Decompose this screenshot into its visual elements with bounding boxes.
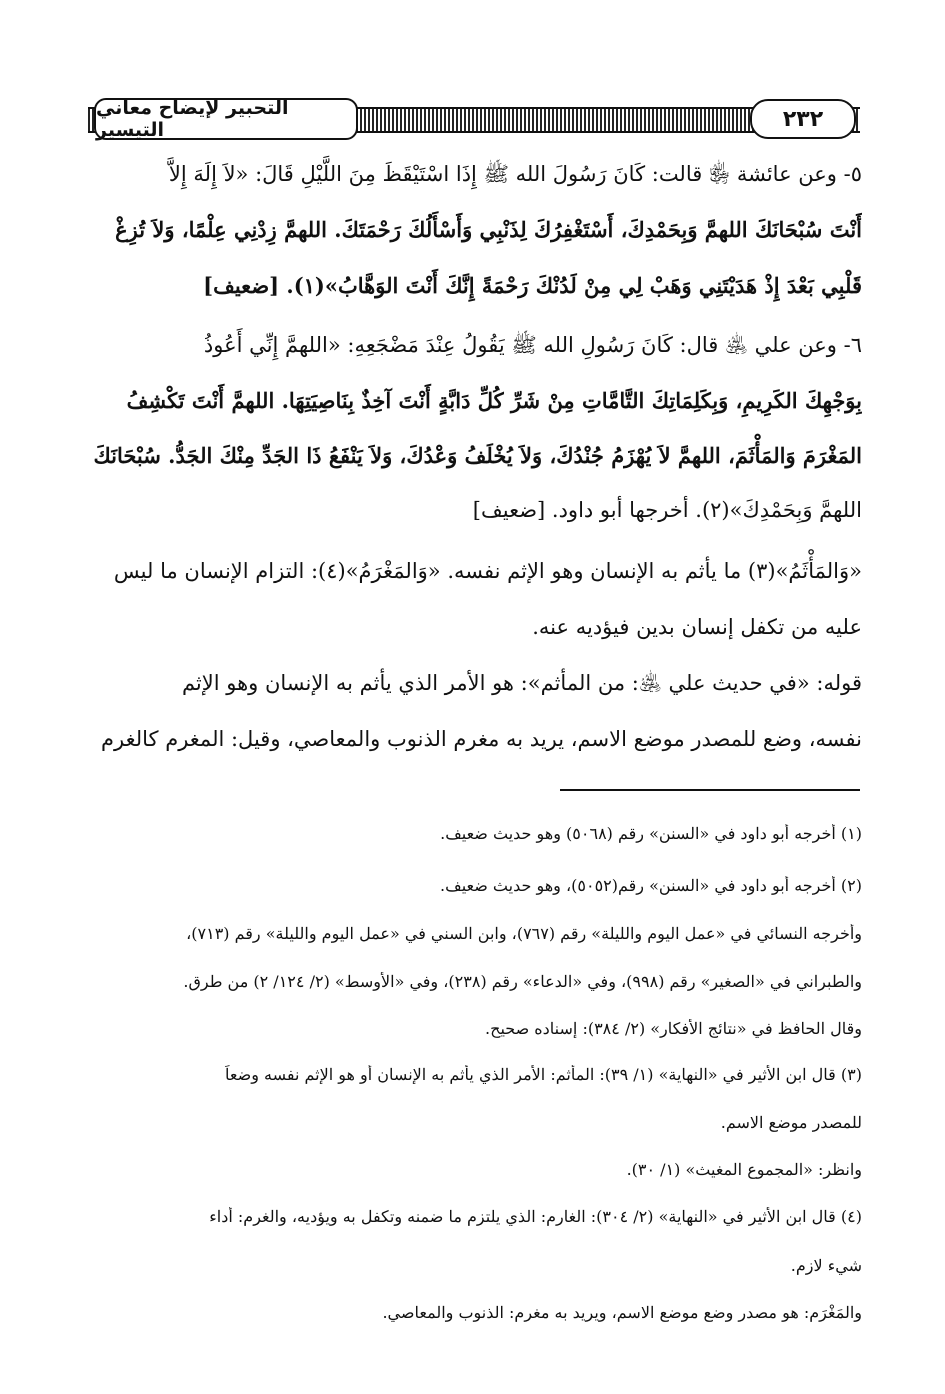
text-line: ٦- وعن علي ﵁ قال: كَانَ رَسُولِ الله ﷺ يَقُولُ عِنْدَ مَضْجَعِهِ: «اللهمَّ إِنِّي أَعُوذُ [203,333,862,357]
text-line: قوله: «في حديث علي ﵁: من المأثم»: هو الأمر الذي يأثم به الإنسان وهو الإثم [181,671,862,695]
text-line: عليه من تكفل إنسان بدين فيؤديه عنه. [532,615,862,639]
footnote-line: وقال الحافظ في «نتائج الأفكار» (٢/ ٣٨٤): إسناده صحيح. [485,1019,862,1038]
page-header [88,98,860,140]
text-line: أَنْتَ سُبْحَانَكَ اللهمَّ وَبِحَمْدِكَ، أَسْتَغْفِرُكَ لِذَنْبِي وَأَسْأَلُكَ رَحْمَتَكَ. اللهمَّ زِدْنِي عِلْمًا، وَلاَ تُزِغْ [115,217,862,242]
book-title: التحبير لإيضاح معاني التيسير [94,98,358,140]
hadith-6-paragraph [88,318,862,538]
text-line: نفسه، وضع للمصدر موضع الاسم، يريد به مغرم الذنوب والمعاصي، وقيل: المغرم كالغرم [101,727,862,751]
footnote-line: والمَغْرَم: هو مصدر وضع موضع الاسم، ويريد به مغرم: الذنوب والمعاصي. [382,1303,862,1322]
footnote-line: (٤) قال ابن الأثير في «النهاية» (٢/ ٣٠٤): الغارم: الذي يلتزم ما ضمنه وتكفل به ويؤديه، والغرم: أداء [209,1207,862,1226]
footnote-line: شيء لازم. [790,1256,862,1275]
hadith-5-paragraph [88,146,862,314]
explanation-paragraph [88,543,862,655]
footnote-line: (٣) قال ابن الأثير في «النهاية» (١/ ٣٩): المأثم: الأمر الذي يأثم به الإنسان أو هو الإثم نفسه وضعاً [225,1065,862,1084]
text-line: بِوَجْهِكَ الكَرِيمِ، وَبِكَلِمَاتِكَ التَّامَّاتِ مِنْ شَرِّ كُلِّ دَابَّةٍ أَنْتَ آخِذٌ بِنَاصِيَتِهَا. اللهمَّ أَنْتَ تَكْشِفُ [126,388,862,413]
footnote-line: للمصدر موضع الاسم. [720,1113,862,1132]
footnote-line: (١) أخرجه أبو داود في «السنن» رقم (٥٠٦٨) وهو حديث ضعيف. [440,824,862,843]
text-line: اللهمَّ وَبِحَمْدِكَ»(٢). أخرجها أبو داود. [ضعيف] [472,498,862,522]
footnote-separator [560,789,860,791]
footnote-line: وأخرجه النسائي في «عمل اليوم والليلة» رقم (٧٦٧)، وابن السني في «عمل اليوم والليلة» رقم (٧١٣)، [186,924,862,943]
text-line: المَغْرَمَ وَالمَأْثَمَ، اللهمَّ لاَ يُهْزَمُ جُنْدُكَ، وَلاَ يُخْلَفُ وَعْدُكَ، وَلاَ يَنْفَعُ ذَا الجَدِّ مِنْكَ الجَدُّ. سُبْحَانَكَ [93,443,862,468]
page-number: ٢٣٢ [750,99,856,139]
footnote-line: (٢) أخرجه أبو داود في «السنن» رقم(٥٠٥٢)، وهو حديث ضعيف. [440,876,862,895]
text-line: ٥- وعن عائشة ﵂ قالت: كَانَ رَسُولَ الله ﷺ إِذَا اسْتَيْقَظَ مِنَ اللَّيْلِ قَالَ: «لاَ إِلَهَ إِلاَّ [168,162,862,186]
text-line: «وَالمَأْثَمُ»(٣) ما يأثم به الإنسان وهو الإثم نفسه. «وَالمَغْرَمُ»(٤): التزام الإنسان ما ليس [113,559,862,583]
footnote-line: وانظر: «المجموع المغيث» (١/ ٣٠). [626,1160,862,1179]
commentary-paragraph [88,655,862,767]
footnote-line: والطبراني في «الصغير» رقم (٩٩٨)، وفي «الدعاء» رقم (٢٣٨)، وفي «الأوسط» (٢/ ١٢٤/ ٢) من طرق. [183,972,862,991]
text-line: قَلْبِي بَعْدَ إِذْ هَدَيْتَنِي وَهَبْ لِي مِنْ لَدُنْكَ رَحْمَةً إِنَّكَ أَنْتَ الوَهَّابُ»(١). [ضعيف] [203,273,862,298]
